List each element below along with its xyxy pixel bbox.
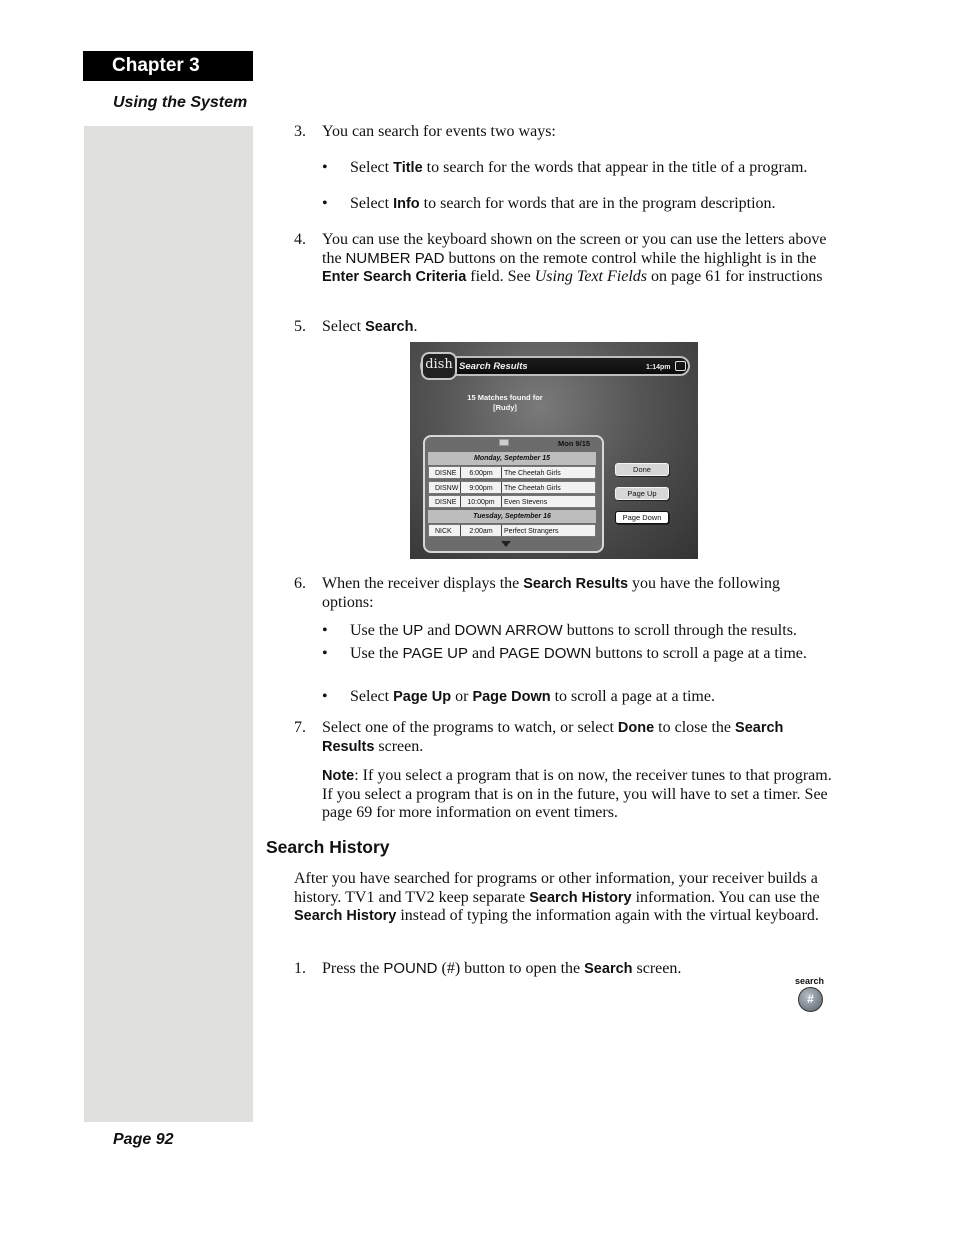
bullet: • (322, 159, 328, 176)
scroll-down-icon[interactable] (501, 541, 511, 547)
result-row[interactable]: DISNW 9:00pm The Cheetah Girls (428, 481, 596, 494)
left-margin-bar (84, 126, 253, 1122)
page-up-button[interactable]: Page Up (615, 487, 669, 500)
screen-title: Search Results (459, 361, 528, 372)
dish-logo: dish (421, 352, 457, 380)
bullet-text: Use the PAGE UP and PAGE DOWN buttons to scroll a page at a time. (350, 645, 807, 662)
scroll-up-icon[interactable] (499, 439, 509, 446)
bullet-text: Use the UP and DOWN ARROW buttons to scroll through the results. (350, 622, 797, 639)
step-number: 6. (294, 575, 306, 592)
step-text: Select Search. (322, 318, 418, 335)
search-results-screenshot (410, 342, 698, 559)
results-list (428, 452, 596, 538)
step-text: When the receiver displays the Search Results you have the following options: (322, 575, 780, 611)
paragraph: After you have searched for programs or other information, your receiver builds a history. TV1 and TV2 keep separate Search History information. You can use the Search History instead of typing the information again with the virtual keyboard. (294, 870, 820, 924)
note-text: Note: If you select a program that is on now, the receiver tunes to that program. If you select a program that is on in the future, you will have to set a timer. See page 69 for more information on event timers. (322, 767, 832, 821)
bullet: • (322, 622, 328, 639)
bullet: • (322, 645, 328, 662)
result-row[interactable]: DISNE 6:00pm The Cheetah Girls (428, 466, 596, 479)
day-header: Monday, September 15 (428, 452, 596, 465)
step-number: 3. (294, 123, 306, 140)
panel-date: Mon 9/15 (558, 439, 591, 448)
result-row[interactable]: DISNE 10:00pm Even Stevens (428, 495, 596, 508)
chapter-tab: Chapter 3 (83, 51, 253, 81)
bullet-text: Select Title to search for the words that appear in the title of a program. (350, 159, 808, 176)
pound-button-icon: # (798, 987, 823, 1012)
page-down-button[interactable]: Page Down (615, 511, 669, 524)
screen-time: 1:14pm (646, 364, 671, 371)
day-header: Tuesday, September 16 (428, 510, 596, 523)
bullet-text: Select Info to search for words that are in the program description. (350, 195, 776, 212)
result-row[interactable]: NICK 2:00am Perfect Strangers (428, 524, 596, 537)
section-heading: Search History (266, 837, 390, 857)
matches-text: 15 Matches found for [Rudy] (467, 393, 543, 412)
step-number: 5. (294, 318, 306, 335)
step-number: 4. (294, 231, 306, 248)
section-title: Using the System (113, 94, 248, 111)
page-number: Page 92 (113, 1131, 174, 1148)
bullet: • (322, 688, 328, 705)
step-number: 7. (294, 719, 306, 736)
step-text: Select one of the programs to watch, or select Done to close the Search Results screen. (322, 719, 784, 755)
step-text: You can search for events two ways: (322, 123, 556, 140)
tv-icon (675, 361, 686, 371)
step-number: 1. (294, 960, 306, 977)
step-text: You can use the keyboard shown on the screen or you can use the letters above the NUMBER PAD buttons on the remote control while the highlight is in the Enter Search Criteria field. See Using Text Fields on page 61 for instructions (322, 231, 827, 285)
step-text: Press the POUND (#) button to open the Search screen. (322, 960, 682, 977)
bullet-text: Select Page Up or Page Down to scroll a page at a time. (350, 688, 715, 705)
bullet: • (322, 195, 328, 212)
search-label: search (795, 976, 825, 986)
done-button[interactable]: Done (615, 463, 669, 476)
